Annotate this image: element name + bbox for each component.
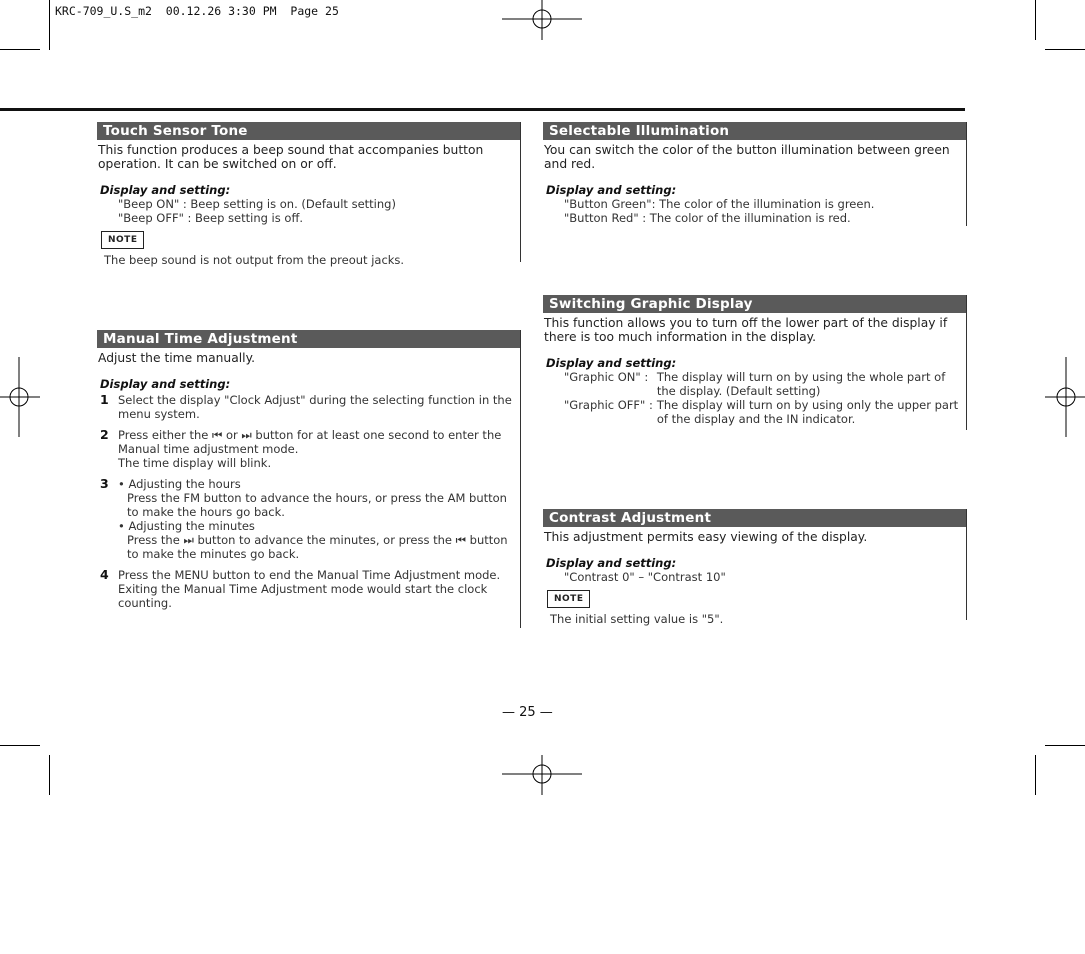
graphic-settings: [564, 370, 966, 426]
page-number: — 25 —: [502, 705, 553, 720]
step-subheading: Adjusting the minutes: [128, 519, 255, 533]
section-intro: This adjustment permits easy viewing of the display.: [544, 530, 868, 544]
section-divider: [520, 122, 521, 262]
section-title: Selectable Illumination: [543, 122, 966, 140]
step-2: [97, 428, 520, 470]
step-text: or: [222, 428, 242, 442]
step-text: Press the MENU button to end the Manual Time Adjustment mode.: [118, 568, 501, 582]
top-rule: [0, 108, 965, 111]
section-contrast-adjustment: [543, 509, 966, 626]
crop-mark: [49, 755, 50, 795]
note-text: The initial setting value is "5".: [550, 612, 724, 626]
section-title: Switching Graphic Display: [543, 295, 966, 313]
section-title: Touch Sensor Tone: [97, 122, 520, 140]
display-setting-heading: Display and setting:: [546, 356, 677, 370]
section-intro: This function produces a beep sound that accompanies button operation. It can be switched on or off.: [98, 143, 484, 171]
note-label: NOTE: [101, 231, 144, 249]
step-3: [97, 477, 520, 561]
note-label: NOTE: [547, 590, 590, 608]
section-intro: This function allows you to turn off the lower part of the display if there is too much information in the display.: [544, 316, 948, 344]
section-divider: [966, 122, 967, 226]
section-divider: [966, 295, 967, 430]
setting-line: "Beep OFF" : Beep setting is off.: [118, 211, 304, 225]
step-text: The time display will blink.: [118, 456, 272, 470]
setting-line: "Contrast 0" – "Contrast 10": [564, 570, 726, 584]
registration-mark-icon: [1045, 357, 1085, 437]
setting-line: "Button Green": The color of the illumination is green.: [564, 197, 875, 211]
crop-mark: [0, 745, 40, 746]
next-track-icon: ⏭: [183, 533, 194, 547]
display-setting-heading: Display and setting:: [100, 377, 231, 391]
section-title: Contrast Adjustment: [543, 509, 966, 527]
note-text: The beep sound is not output from the preout jacks.: [104, 253, 405, 267]
display-setting-heading: Display and setting:: [546, 556, 677, 570]
display-setting-heading: Display and setting:: [100, 183, 231, 197]
step-subheading: Adjusting the hours: [128, 477, 241, 491]
setting-line: The display will turn on by using the whole part of the display. (Default setting): [656, 370, 946, 398]
step-text: button to advance the minutes, or press the: [193, 533, 456, 547]
crop-mark: [49, 0, 50, 50]
previous-track-icon: ⏮: [455, 533, 466, 547]
section-selectable-illumination: [543, 122, 966, 225]
setting-line: The display will turn on by using only the upper part of the display and the IN indicator.: [656, 398, 959, 426]
section-switching-graphic-display: [543, 295, 966, 426]
section-divider: [520, 330, 521, 628]
bullet: •: [118, 519, 125, 533]
section-intro: Adjust the time manually.: [98, 351, 256, 365]
print-header: KRC-709_U.S_m2 00.12.26 3:30 PM Page 25: [55, 4, 339, 18]
step-text: Exiting the Manual Time Adjustment mode would start the clock counting.: [118, 582, 488, 610]
registration-mark-icon: [502, 755, 582, 795]
previous-track-icon: ⏮: [211, 428, 223, 442]
step-text: Press the: [127, 533, 184, 547]
display-setting-heading: Display and setting:: [546, 183, 677, 197]
step-number: 3: [100, 476, 109, 491]
registration-mark-icon: [0, 357, 40, 437]
step-text: Press either the: [118, 428, 212, 442]
crop-mark: [1035, 755, 1036, 795]
crop-mark: [0, 49, 40, 50]
step-text: button for at least one second to enter the Manual time adjustment mode.: [118, 428, 502, 456]
setting-line: "Button Red" : The color of the illumination is red.: [564, 211, 851, 225]
crop-mark: [1045, 745, 1085, 746]
registration-mark-icon: [502, 0, 582, 40]
step-4: [97, 568, 520, 610]
setting-key: "Graphic ON" :: [564, 370, 649, 384]
step-text: Select the display "Clock Adjust" during the selecting function in the menu system.: [118, 393, 512, 421]
setting-key: "Graphic OFF" :: [564, 398, 653, 412]
step-text: [118, 533, 520, 561]
crop-mark: [1045, 49, 1085, 50]
section-manual-time-adjustment: [97, 330, 520, 610]
next-track-icon: ⏭: [241, 428, 252, 442]
setting-line: "Beep ON" : Beep setting is on. (Default setting): [118, 197, 396, 211]
section-divider: [966, 509, 967, 620]
step-text: button to make the minutes go back.: [127, 533, 508, 561]
section-title: Manual Time Adjustment: [97, 330, 520, 348]
crop-mark: [1035, 0, 1036, 40]
section-touch-sensor-tone: [97, 122, 520, 267]
bullet: •: [118, 477, 125, 491]
step-text: Press the FM button to advance the hours, or press the AM button to make the hours go back.: [127, 491, 507, 519]
step-number: 1: [100, 392, 109, 407]
step-number: 2: [100, 427, 109, 442]
step-1: [97, 393, 520, 421]
section-intro: You can switch the color of the button illumination between green and red.: [544, 143, 950, 171]
step-number: 4: [100, 567, 109, 582]
